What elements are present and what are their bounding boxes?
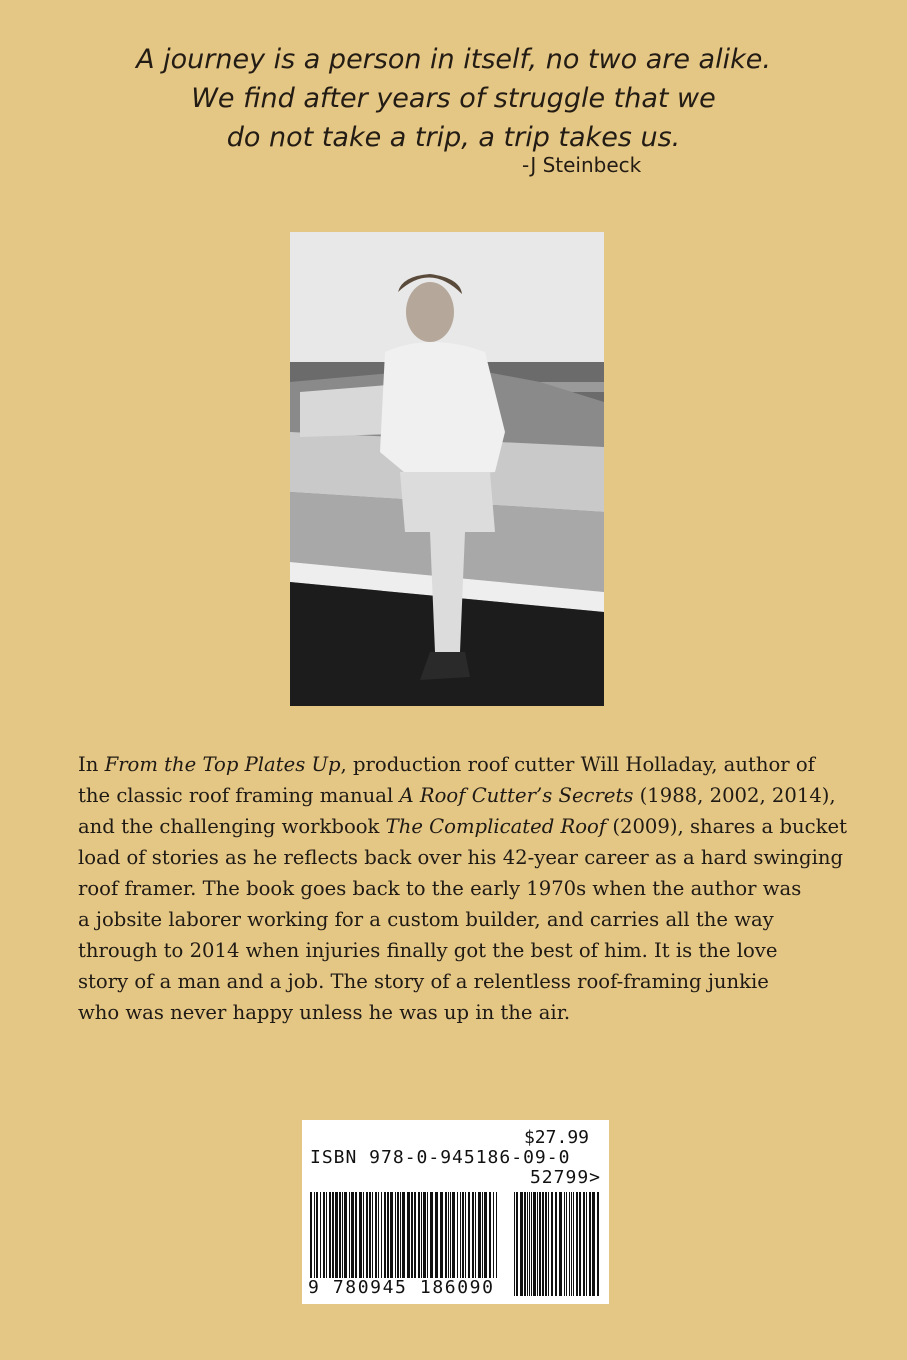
blurb-line (78, 811, 847, 842)
barcode-digits: 9 780945 186090 (308, 1277, 495, 1298)
blurb-text: (1988, 2002, 2014), (633, 784, 836, 807)
blurb-line (78, 842, 844, 873)
barcode-price: $27.99 (523, 1127, 589, 1148)
blurb-text: In (78, 753, 105, 776)
barcode-isbn: ISBN 978-0-945186-09-0 (310, 1147, 571, 1168)
blurb-text: the classic roof framing manual (78, 784, 400, 807)
blurb-text: who was never happy unless he was up in the air. (78, 1001, 571, 1024)
blurb-text: and the challenging workbook (78, 815, 386, 838)
blurb-line (78, 935, 838, 966)
blurb-text: load of stories as he reflects back over his 42-year career as a hard swinging (78, 846, 844, 869)
blurb-text: through to 2014 when injuries finally got the best of him. It is the love (78, 939, 778, 962)
blurb-line (78, 966, 838, 997)
book-description (78, 749, 847, 1028)
blurb-line (78, 780, 838, 811)
blurb-text: a jobsite laborer working for a custom builder, and carries all the way (78, 908, 774, 931)
blurb-line (78, 749, 838, 780)
blurb-text: roof framer. The book goes back to the early 1970s when the author was (78, 877, 802, 900)
epigraph-quote (0, 40, 907, 157)
quote-line-2: We find after years of struggle that we (191, 83, 716, 114)
book-title: From the Top Plates Up (104, 753, 341, 776)
blurb-line (78, 873, 838, 904)
blurb-text: (2009), shares a bucket (606, 815, 847, 838)
quote-attribution: -J Steinbeck (522, 153, 642, 177)
blurb-line (78, 904, 838, 935)
quote-line-3: do not take a trip, a trip takes us. (226, 122, 681, 153)
blurb-text: story of a man and a job. The story of a relentless roof-framing junkie (78, 970, 769, 993)
isbn-barcode (302, 1120, 609, 1304)
book-title: The Complicated Roof (385, 815, 607, 838)
book-title: A Roof Cutter’s Secrets (399, 784, 634, 807)
barcode-addon: 52799> (529, 1167, 601, 1188)
author-photo (290, 232, 604, 706)
quote-line-1: A journey is a person in itself, no two are alike. (136, 44, 771, 75)
blurb-text: , production roof cutter Will Holladay, author of (340, 753, 815, 776)
blurb-line (78, 997, 838, 1028)
